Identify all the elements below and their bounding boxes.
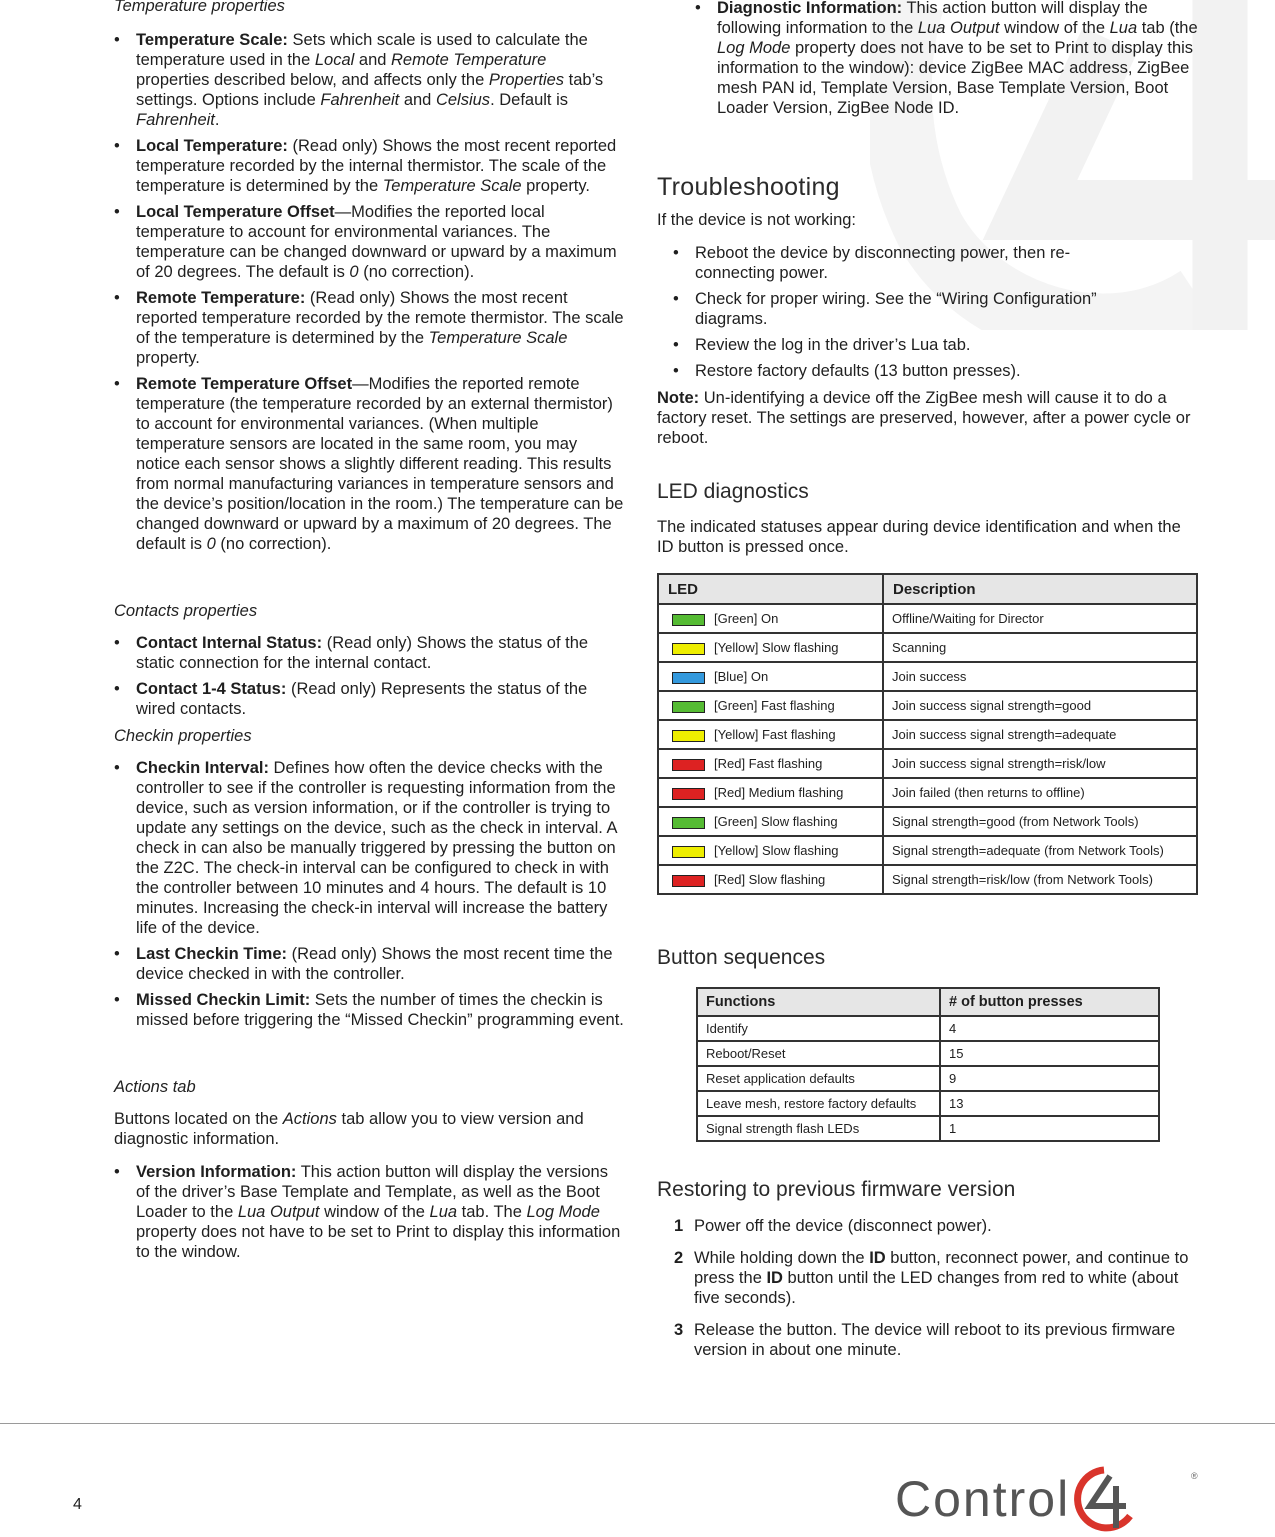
list-item: • Diagnostic Information: This action button will display the following information to the Lua Output window of the Lua tab (the Log Mode property does not have to be set to Print to display this information to the window): device ZigBee MAC address, ZigBee mesh PAN id, Template Version, Base Template Version, Boot Loader Version, ZigBee Node ID. [695,0,1198,117]
presses-cell: 13 [940,1091,1159,1116]
function-cell: Signal strength flash LEDs [697,1116,940,1141]
function-cell: Identify [697,1016,940,1041]
led-label: [Yellow] Fast flashing [714,727,836,742]
led-description: Join success [883,662,1197,691]
bullet-icon: • [114,759,120,777]
list-item-term: Local Temperature: [136,137,288,155]
list-item: • Contact Internal Status: (Read only) Shows the status of the static connection for the internal contact. [114,634,589,672]
bullet-icon: • [673,336,679,354]
actions-tab-list [114,1162,624,1268]
table-row [697,1116,1159,1141]
presses-cell: 9 [940,1066,1159,1091]
list-item-term: Temperature Scale: [136,31,288,49]
checkin-properties-list [114,758,624,1036]
led-label: [Yellow] Slow flashing [714,640,839,655]
led-description: Join success signal strength=good [883,691,1197,720]
list-item-term: Remote Temperature: [136,289,306,307]
button-sequences-table [696,987,1160,1142]
led-color-swatch [672,672,705,684]
led-color-swatch [672,643,705,655]
led-description: Join success signal strength=adequate [883,720,1197,749]
bullet-icon: • [673,290,679,308]
led-description: Signal strength=adequate (from Network Tools) [883,836,1197,865]
list-item: • Local Temperature: (Read only) Shows the most recent reported temperature recorded by the internal thermistor. The scale of the temperature is determined by the Temperature Scale property. [114,137,617,195]
logo-wordmark: Control [895,1471,1071,1527]
step-number: 1 [674,1217,684,1235]
led-label: [Red] Fast flashing [714,756,823,771]
led-label: [Green] Fast flashing [714,698,835,713]
list-item-term: Checkin Interval: [136,759,269,777]
bullet-icon: • [673,362,679,380]
led-label: [Green] Slow flashing [714,814,838,829]
led-cell [658,836,883,865]
description-column-header: Description [883,574,1197,604]
troubleshooting-item: • Check for proper wiring. See the “Wiring Configuration” diagrams. [673,290,1097,328]
restore-step: 3 Release the button. The device will reboot to its previous firmware version in about one minute. [674,1321,1176,1359]
bullet-icon: • [673,244,679,262]
temperature-properties-heading: Temperature properties [114,0,285,15]
led-description: Join failed (then returns to offline) [883,778,1197,807]
presses-cell: 4 [940,1016,1159,1041]
list-item-term: Diagnostic Information: [717,0,903,17]
table-row [658,778,1197,807]
led-description: Signal strength=good (from Network Tools) [883,807,1197,836]
actions-tab-intro: Buttons located on the Actions tab allow you to view version and diagnostic information. [114,1110,584,1148]
led-diagnostics-title: LED diagnostics [657,480,809,503]
led-color-swatch [672,817,705,829]
list-item-term: Remote Temperature Offset [136,375,353,393]
led-color-swatch [672,614,705,626]
list-item-term: Missed Checkin Limit: [136,991,311,1009]
table-row [697,1016,1159,1041]
bullet-icon: • [114,1163,120,1181]
table-row [658,865,1197,894]
function-cell: Reset application defaults [697,1066,940,1091]
table-row [697,1041,1159,1066]
list-item: • Version Information: This action button will display the versions of the driver’s Base Template and Template, as well as the Boot Loader to the Lua Output window of the Lua tab. The Log Mode property does not have to be set to Print to display this information to the window. [114,1163,621,1261]
list-item-term: Contact Internal Status: [136,634,323,652]
troubleshooting-intro: If the device is not working: [657,211,857,229]
list-item: • Remote Temperature: (Read only) Shows the most recent reported temperature recorded by the remote thermistor. The scale of the temperature is determined by the Temperature Scale property. [114,289,624,367]
list-item: • Contact 1-4 Status: (Read only) Represents the status of the wired contacts. [114,680,588,718]
led-color-swatch [672,846,705,858]
bullet-icon: • [114,137,120,155]
restore-firmware-title: Restoring to previous firmware version [657,1178,1016,1201]
led-label: [Yellow] Slow flashing [714,843,839,858]
footer-divider [0,1423,1275,1424]
note-text: Un-identifying a device off the ZigBee mesh will cause it to do a factory reset. The settings are preserved, however, after a power cycle or reboot. [657,389,1191,447]
note-label: Note: [657,389,700,407]
list-item: • Checkin Interval: Defines how often the device checks with the controller to see if the controller is requesting information from the device, such as version information, or if the controller is trying to update any settings on the device, such as the check in interval. A check in can also be manually triggered by pressing the button on the Z2C. The check-in interval can be configured to check in with the controller between 10 minutes and 4 hours. The default is 10 minutes. Increasing the check-in interval will increase the battery life of the device. [114,759,617,937]
list-item-term: Contact 1-4 Status: [136,680,287,698]
led-description: Join success signal strength=risk/low [883,749,1197,778]
presses-column-header: # of button presses [940,988,1159,1016]
list-item: • Temperature Scale: Sets which scale is used to calculate the temperature used in the Local and Remote Temperature properties described below, and affects only the Properties tab’s settings. Options include Fahrenheit and Celsius. Default is Fahrenheit. [114,31,604,129]
step-number: 2 [674,1249,684,1267]
table-row [658,662,1197,691]
led-cell [658,633,883,662]
led-description: Signal strength=risk/low (from Network Tools) [883,865,1197,894]
list-item-term: Local Temperature Offset [136,203,335,221]
restore-step: 2 While holding down the ID button, reconnect power, and continue to press the ID button until the LED changes from red to white (about five seconds). [674,1249,1189,1307]
led-cell [658,604,883,633]
bullet-icon: • [114,375,120,393]
diagnostic-information-list [695,0,1200,124]
function-cell: Reboot/Reset [697,1041,940,1066]
led-label: [Red] Slow flashing [714,872,826,887]
bullet-icon: • [114,634,120,652]
bullet-icon: • [695,0,701,17]
contacts-properties-list [114,633,624,725]
led-label: [Green] On [714,611,779,626]
bullet-icon: • [114,289,120,307]
led-color-swatch [672,875,705,887]
table-row [658,633,1197,662]
list-item: • Remote Temperature Offset—Modifies the reported remote temperature (the temperature recorded by an external thermistor) to account for environmental variances. (When multiple temperature sensors are located in the same room, you may notice each sensor shows a slightly different reading. This results from normal manufacturing variances in temperature sensors and the device’s position/location in the room.) The temperature can be changed downward or upward by a maximum of 20 degrees. The default is 0 (no correction). [114,375,624,553]
button-sequences-title: Button sequences [657,946,826,969]
bullet-icon: • [114,945,120,963]
page-number: 4 [73,1496,82,1513]
bullet-icon: • [114,31,120,49]
table-row [697,1066,1159,1091]
troubleshooting-item: • Review the log in the driver’s Lua tab. [673,336,971,354]
logo-four-icon [1072,1466,1136,1532]
led-cell [658,749,883,778]
table-row [658,749,1197,778]
functions-column-header: Functions [697,988,940,1016]
led-cell [658,720,883,749]
table-row [658,691,1197,720]
table-row [658,720,1197,749]
troubleshooting-title: Troubleshooting [657,173,840,201]
logo-digit: 4 [1072,1466,1073,1467]
list-item-term: Version Information: [136,1163,297,1181]
control4-logo [895,1463,1198,1535]
led-diagnostics-intro: The indicated statuses appear during device identification and when the ID button is pressed once. [657,518,1181,556]
led-description: Scanning [883,633,1197,662]
checkin-properties-heading: Checkin properties [114,727,252,745]
actions-tab-heading: Actions tab [114,1078,196,1096]
function-cell: Leave mesh, restore factory defaults [697,1091,940,1116]
troubleshooting-note [657,388,1202,448]
step-number: 3 [674,1321,684,1339]
table-row [658,836,1197,865]
led-diagnostics-table [657,573,1198,895]
troubleshooting-item: • Restore factory defaults (13 button presses). [673,362,1021,380]
troubleshooting-list [673,243,1143,387]
bullet-icon: • [114,203,120,221]
led-description: Offline/Waiting for Director [883,604,1197,633]
led-cell [658,691,883,720]
led-column-header: LED [658,574,883,604]
led-cell [658,778,883,807]
bullet-icon: • [114,680,120,698]
led-cell [658,865,883,894]
led-cell [658,807,883,836]
contacts-properties-heading: Contacts properties [114,602,258,620]
list-item: • Last Checkin Time: (Read only) Shows the most recent time the device checked in with the controller. [114,945,613,983]
troubleshooting-item: • Reboot the device by disconnecting power, then re-connecting power. [673,244,1071,282]
led-label: [Red] Medium flashing [714,785,844,800]
restore-firmware-steps [657,1216,1197,1372]
led-label: [Blue] On [714,669,769,684]
list-item: • Local Temperature Offset—Modifies the reported local temperature to account for environmental variances. The temperature can be changed downward or upward by a maximum of 20 degrees. The default is 0 (no correction). [114,203,617,281]
temperature-properties-list [114,30,624,560]
table-row [697,1091,1159,1116]
restore-step: 1 Power off the device (disconnect power). [674,1217,992,1235]
led-color-swatch [672,730,705,742]
led-color-swatch [672,701,705,713]
led-color-swatch [672,759,705,771]
table-row [658,604,1197,633]
list-item-term: Last Checkin Time: [136,945,287,963]
table-row [658,807,1197,836]
led-color-swatch [672,788,705,800]
registered-mark: ® [1191,1471,1198,1481]
presses-cell: 15 [940,1041,1159,1066]
bullet-icon: • [114,991,120,1009]
list-item: • Missed Checkin Limit: Sets the number of times the checkin is missed before triggering the “Missed Checkin” programming event. [114,991,624,1029]
led-cell [658,662,883,691]
presses-cell: 1 [940,1116,1159,1141]
